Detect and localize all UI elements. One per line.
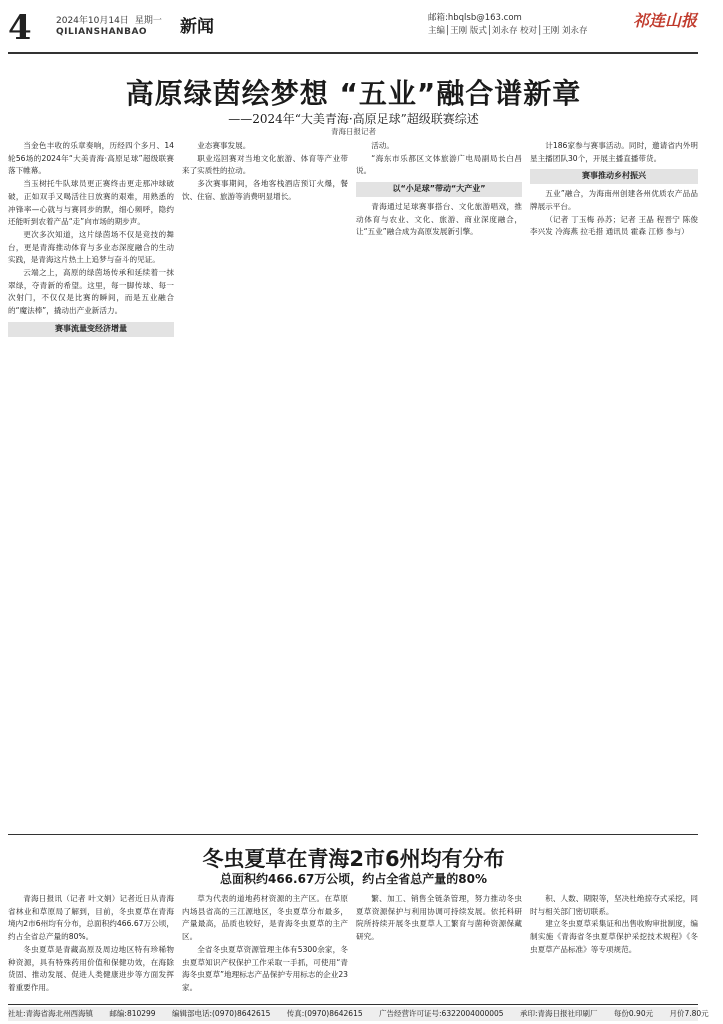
- paper-logo: 祁连山报: [632, 11, 697, 30]
- paragraph: 更次多次知道，这片绿茵场不仅是竞技的舞台，更是青海推动体育与多业态深度融合的生动实践，是青海这片热土上追梦与奋斗的见证。: [8, 229, 174, 265]
- paragraph: 青海日报讯（记者 叶文娟）记者近日从青海省林业和草原局了解到，目前，冬虫夏草在青海境内2市6州均有分布，总面积约466.67万公顷，约占全省总产量的80%。: [8, 894, 174, 942]
- subhead: 以“小足球”带动“大产业”: [356, 182, 522, 197]
- masthead: [0, 0, 707, 56]
- article2-subtitle: 总面积约466.67万公顷，约占全省总产量的80%: [219, 872, 488, 886]
- paragraph: “海东市乐都区文体旅游广电局副局长白昌说。: [356, 153, 522, 176]
- paragraph: 草为代表的道地药材资源的主产区。在草原内场县省高的三江源地区，冬虫夏草分布最多，产量最高，品质也较好，是青海冬虫夏草的主产区。: [182, 894, 348, 942]
- footer-item: 传真:(0970)8642615: [286, 1009, 363, 1018]
- footer-item: 广告经营许可证号:6322004000005: [379, 1009, 504, 1018]
- paragraph: 云端之上，高原的绿茵场传承和延续着一抹翠绿，夺青新的希望。这里，每一脚传球、每一次射门，不仅仅是比赛的瞬间，而是五业融合的“魔法棒”，撬动出产业新活力。: [8, 268, 174, 316]
- article1-headline: 高原绿茵绘梦想 “五业”融合谱新章: [125, 77, 582, 110]
- section-title: 新闻: [180, 17, 214, 37]
- footer-divider: [8, 1004, 698, 1005]
- paragraph: 当玉树托牛队球员更正赛终击更走那冲球破破，正如双手又喝活往日放赛的艰难，用熟悉的冲锋率—心就与与赛同步的默，细心频呼，隐约还能听到农着产品“走”向市场的期步声。: [8, 179, 174, 227]
- issue-weekday: 星期一: [134, 16, 162, 26]
- article1-column-1: [8, 140, 174, 830]
- email-line: 邮箱:hbqlsb@163.com: [428, 13, 522, 23]
- article1-column-4: [530, 140, 698, 830]
- article1-column-2: [182, 140, 348, 830]
- paragraph: 活动。: [371, 141, 394, 150]
- article1-byline: 青海日报记者: [331, 127, 376, 136]
- footer-item: 月价7.80元: [669, 1009, 709, 1018]
- article2-column-3: [356, 893, 522, 1001]
- paragraph: 职业巡回赛对当地文化旅游、体育等产业带来了实质性的拉动。: [182, 153, 348, 176]
- article2-headline: 冬虫夏草在青海2市6州均有分布: [202, 847, 505, 871]
- footer-item: 社址:青海省海北州西海镇: [8, 1009, 94, 1018]
- paragraph: 当金色丰收的乐章奏响，历经四个多月、14轮56场的2024年“大美青海·高原足球”超级联赛落下帷幕。: [8, 141, 174, 176]
- footer-item: 编辑部电话:(0970)8642615: [171, 1009, 271, 1018]
- author-credits: （记者 丁玉梅 孙苏；记者 王晶 程晋宁 陈俊 李兴发 冷海燕 拉毛措 通讯员 霍森 江修 参与）: [530, 214, 698, 237]
- paragraph: 全省冬虫夏草资源管理主体有5300余家，冬虫夏草知识产权保护工作采取一手抓，可使用“青海冬虫夏草”地理标志产品保护专用标志的企业23家。: [182, 944, 348, 992]
- paragraph: 计186家参与赛事活动。同时，邀请省内外明星主播团队30个，开展主播直播带货。: [530, 141, 698, 163]
- paragraph: 五业”融合，为海南州创建各州优质农产品品牌展示平台。: [530, 189, 698, 211]
- footer-item: 承印:青海日报社印刷厂: [519, 1009, 598, 1018]
- article2-column-4: [530, 893, 698, 1001]
- subhead: 赛事流量变经济增量: [8, 322, 174, 337]
- footer-item: 每份0.90元: [613, 1009, 654, 1018]
- paragraph: 青海通过足球赛事搭台、文化旅游唱戏，推动体育与农业、文化、旅游、商业深度融合，让“五业”融合成为高原发展新引擎。: [356, 201, 522, 237]
- paragraph: 繁、加工、销售全链条管理，努力推动冬虫夏草资源保护与利用协调可持续发展。依托科研院所持续开展冬虫夏草人工繁育与菌种资源保藏研究。: [356, 894, 522, 942]
- article2-column-1: [8, 893, 174, 1001]
- contact-info: [428, 12, 587, 38]
- paragraph: 冬虫夏草是青藏高原及周边地区特有珍稀物种资源，具有特殊药用价值和保健功效，在海除货固、推动发展、促进人类健康进步等方面发挥着重要作用。: [8, 944, 174, 992]
- page-number: 4: [8, 8, 32, 48]
- editor-line: 主编│王刚 版式│刘永存 校对│王刚 刘永存: [428, 26, 588, 36]
- subhead: 赛事推动乡村振兴: [530, 169, 698, 184]
- footer: [8, 1007, 709, 1021]
- date-bar: [56, 13, 162, 37]
- paragraph: 业态赛事发展。: [197, 141, 251, 150]
- article1-subtitle: ——2024年“大美青海·高原足球”超级联赛综述: [228, 112, 479, 126]
- article2-column-2: [182, 893, 348, 1001]
- paragraph: 建立冬虫夏草采集证和出售收购审批制度，编制实施《青海省冬虫夏草保护采挖技术规程》《冬虫夏草产品标准》等专项规范。: [530, 919, 698, 954]
- article1-column-3: [356, 140, 522, 830]
- paragraph: 多次赛事期间，各地客栈酒店预订火爆，餐饮、住宿、旅游等消费明显增长。: [182, 179, 348, 201]
- issue-date: 2024年10月14日: [56, 16, 129, 26]
- footer-item: 邮编:810299: [109, 1009, 156, 1018]
- masthead-divider: [8, 52, 698, 54]
- paragraph: 积、人数、期限等，坚决杜绝掠夺式采挖，同时与相关部门密切联系。: [530, 894, 698, 916]
- article-divider: [8, 834, 698, 835]
- paper-pinyin: QILIANSHANBAO: [56, 27, 148, 37]
